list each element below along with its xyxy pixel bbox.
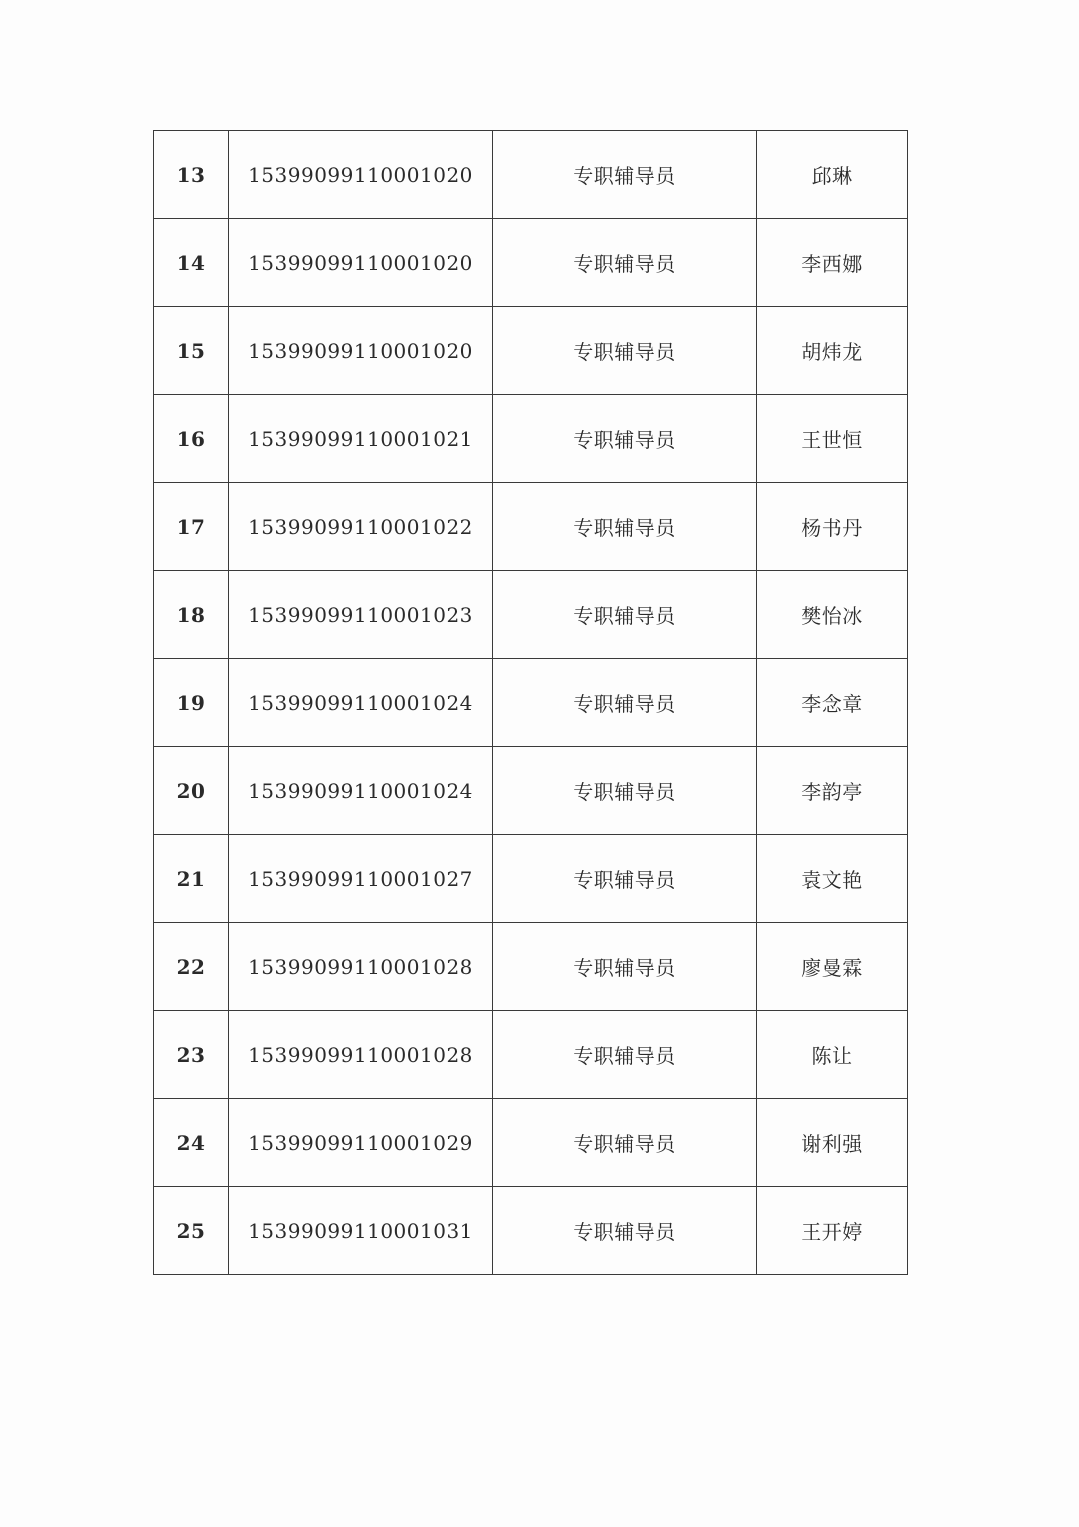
position-title: 专职辅导员 [493,1011,757,1099]
row-number: 23 [154,1011,229,1099]
position-title: 专职辅导员 [493,571,757,659]
person-name: 廖曼霖 [757,923,908,1011]
table-row [154,659,908,747]
row-number: 17 [154,483,229,571]
position-title: 专职辅导员 [493,395,757,483]
position-code: 15399099110001029 [229,1099,493,1187]
position-code: 15399099110001027 [229,835,493,923]
table-row [154,923,908,1011]
table-row [154,483,908,571]
table-row [154,835,908,923]
row-number: 19 [154,659,229,747]
position-code: 15399099110001028 [229,923,493,1011]
position-code: 15399099110001031 [229,1187,493,1275]
person-name: 樊怡冰 [757,571,908,659]
person-name: 王世恒 [757,395,908,483]
row-number: 21 [154,835,229,923]
roster-table-body [154,131,908,1275]
position-code: 15399099110001022 [229,483,493,571]
table-row [154,1011,908,1099]
row-number: 14 [154,219,229,307]
person-name: 袁文艳 [757,835,908,923]
roster-table [153,130,908,1275]
position-code: 15399099110001024 [229,659,493,747]
position-title: 专职辅导员 [493,747,757,835]
row-number: 20 [154,747,229,835]
table-row [154,571,908,659]
position-code: 15399099110001020 [229,131,493,219]
person-name: 谢利强 [757,1099,908,1187]
position-title: 专职辅导员 [493,219,757,307]
position-code: 15399099110001020 [229,307,493,395]
row-number: 15 [154,307,229,395]
table-row [154,395,908,483]
person-name: 李西娜 [757,219,908,307]
position-title: 专职辅导员 [493,923,757,1011]
position-code: 15399099110001020 [229,219,493,307]
person-name: 胡炜龙 [757,307,908,395]
table-row [154,747,908,835]
table-row [154,1187,908,1275]
row-number: 24 [154,1099,229,1187]
person-name: 杨书丹 [757,483,908,571]
position-title: 专职辅导员 [493,131,757,219]
position-code: 15399099110001021 [229,395,493,483]
table-row [154,307,908,395]
row-number: 25 [154,1187,229,1275]
table-row [154,1099,908,1187]
position-code: 15399099110001023 [229,571,493,659]
row-number: 22 [154,923,229,1011]
person-name: 李念章 [757,659,908,747]
table-row [154,219,908,307]
position-title: 专职辅导员 [493,483,757,571]
position-title: 专职辅导员 [493,1187,757,1275]
position-title: 专职辅导员 [493,835,757,923]
person-name: 陈让 [757,1011,908,1099]
row-number: 16 [154,395,229,483]
position-title: 专职辅导员 [493,1099,757,1187]
position-title: 专职辅导员 [493,307,757,395]
person-name: 李韵亭 [757,747,908,835]
person-name: 邱琳 [757,131,908,219]
position-code: 15399099110001028 [229,1011,493,1099]
table-row [154,131,908,219]
position-title: 专职辅导员 [493,659,757,747]
position-code: 15399099110001024 [229,747,493,835]
person-name: 王开婷 [757,1187,908,1275]
row-number: 18 [154,571,229,659]
row-number: 13 [154,131,229,219]
